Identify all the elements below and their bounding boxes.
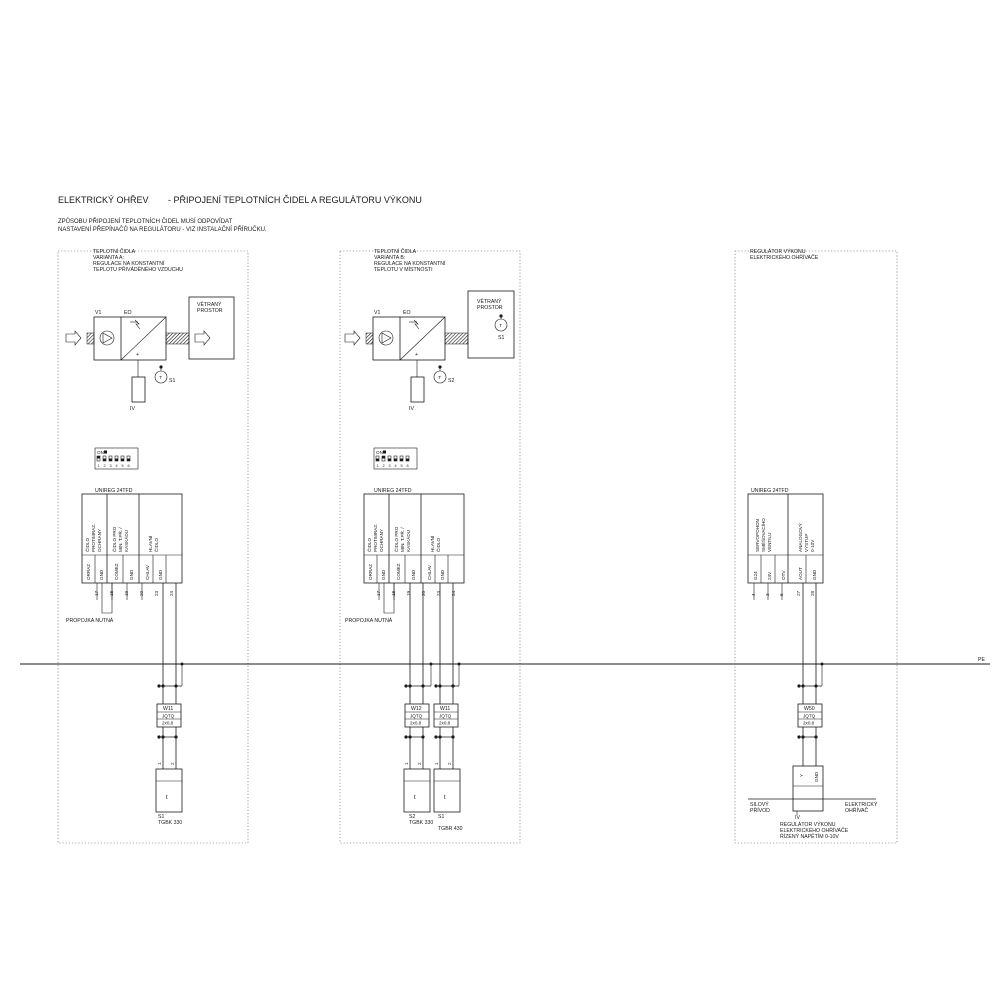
svg-text:JQTQ: JQTQ [803,713,816,719]
svg-text:ČIDLO: ČIDLO [85,537,90,552]
pe-label: PE [978,657,985,663]
air-inlet-arrow [345,331,360,345]
svg-text:GND: GND [158,569,163,580]
svg-text:2: 2 [447,762,452,765]
room-label-1: VĚTRANÝ [197,302,222,308]
svg-text:VÝSTUP: VÝSTUP [804,533,809,552]
svg-text:2: 2 [103,464,106,468]
svg-text:T: T [438,375,442,380]
svg-text:4: 4 [751,593,756,596]
svg-text:28: 28 [810,590,815,596]
fan-triangle [382,333,391,343]
svg-text:ELEKTRICKÝ: ELEKTRICKÝ [845,802,878,808]
svg-text:6: 6 [406,464,409,468]
svg-text:TGBK 330: TGBK 330 [409,820,434,826]
svg-text:27: 27 [796,590,801,596]
svg-text:ČIDLO: ČIDLO [436,537,441,552]
svg-text:18: 18 [109,590,114,596]
svg-text:CHLAV: CHLAV [427,565,432,580]
ahu-unit [373,317,445,360]
ahu-unit [94,317,166,360]
svg-text:TGBK 330: TGBK 330 [158,820,183,826]
section-c-column-texts [755,518,815,552]
bridge-label: PROPOJKA NUTNÁ [345,618,393,624]
fan-triangle [103,333,112,343]
svg-text:ORRAZ: ORRAZ [86,563,91,580]
section-a-title-1: TEPLOTNÍ ČIDLA [93,249,136,255]
svg-text:JQTQ: JQTQ [439,713,452,719]
svg-text:S1: S1 [158,814,165,820]
note-line-1: ZPŮSOBU PŘIPOJENÍ TEPLOTNÍCH ČIDEL MUSÍ ODPOVÍDAT [58,219,233,225]
room-sensor-label: S1 [498,335,505,341]
svg-text:ČIDLO: ČIDLO [154,537,159,552]
controller-label: UNIREG 24TFD [374,488,412,494]
svg-text:2x0,8: 2x0,8 [803,720,815,726]
svg-text:OHŘÍVAČ: OHŘÍVAČ [845,808,869,814]
room-label-2: PROSTOR [477,305,503,311]
section-c-terminals [751,590,815,596]
page-subtitle: - PŘIPOJENÍ TEPLOTNÍCH ČIDEL A REGULÁTORU VÝKONU [168,195,422,205]
iv-box [411,377,424,402]
heater-plus: + [136,352,140,358]
svg-text:PŘÍVOD: PŘÍVOD [750,808,770,814]
svg-text:REGULÁTOR VÝKONU: REGULÁTOR VÝKONU [780,822,836,828]
section-b-title-3: REGULACE NA KONSTANTNÍ [374,261,446,267]
svg-text:GND: GND [129,569,134,580]
svg-text:HLAVNÍ: HLAVNÍ [148,535,153,552]
heater-bolt-icon [414,320,419,329]
heater-label: EO [124,310,132,316]
svg-text:2x0,8: 2x0,8 [439,720,451,726]
section-a-title-3: REGULACE NA KONSTANTNÍ [93,261,165,267]
dip-on-marker [104,451,107,454]
section-b-terminals [376,590,456,596]
svg-text:6: 6 [127,464,130,468]
svg-text:ČIDLO PRO: ČIDLO PRO [112,526,117,552]
svg-text:6: 6 [779,593,784,596]
svg-text:AOUT: AOUT [798,567,803,580]
svg-text:2: 2 [382,464,385,468]
sensor-device-s2 [404,769,430,812]
svg-text:VENTILU: VENTILU [767,532,772,552]
svg-text:OCHRANY: OCHRANY [97,529,102,552]
sensor-label: S1 [169,378,176,384]
fan-label: V1 [95,310,102,316]
svg-text:20: 20 [139,590,144,596]
sensor-device-s1 [434,769,460,812]
heater-bolt-icon [135,320,140,329]
section-c-title-1: REGULÁTOR VÝKONU [750,249,806,255]
svg-text:ELEKTRICKÉHO OHŘÍVAČE: ELEKTRICKÉHO OHŘÍVAČE [780,828,849,834]
sensor-t-symbol: T [159,375,163,380]
svg-text:17: 17 [376,590,381,596]
svg-text:4: 4 [394,464,397,468]
section-b-title-4: TEPLOTU V MÍSTNOSTI [374,267,433,273]
svg-text:ČIDLO: ČIDLO [367,537,372,552]
iv-label: IV [409,406,414,412]
dip-numbers [377,464,409,468]
note-line-2: NASTAVENÍ PŘEPÍNAČŮ NA REGULÁTORU - VIZ INSTALAČNÍ PŘÍRUČKU. [58,227,267,233]
svg-text:GND: GND [812,569,817,580]
svg-text:18: 18 [391,590,396,596]
svg-text:PROTIMRAZ.: PROTIMRAZ. [91,523,96,552]
iv-box [132,377,145,402]
svg-text:5: 5 [400,464,403,468]
svg-text:1: 1 [434,762,439,765]
svg-text:3: 3 [388,464,391,468]
svg-text:3: 3 [109,464,112,468]
svg-text:G24: G24 [753,571,758,580]
svg-text:2: 2 [417,762,422,765]
svg-text:ŘÍZENÝ NAPĚTÍM 0-10V: ŘÍZENÝ NAPĚTÍM 0-10V [780,834,839,840]
svg-text:COMEZ: COMEZ [396,563,401,580]
svg-text:24V: 24V [767,571,772,580]
bridge-wire [102,583,112,613]
svg-text:SMĚŠOVACÍHO: SMĚŠOVACÍHO [761,518,766,552]
svg-text:JQTQ: JQTQ [162,713,175,719]
controller-label: UNIREG 24TFD [751,488,789,494]
heater-label: EO [403,310,411,316]
svg-text:SILOVÝ: SILOVÝ [750,802,769,808]
section-c-title-2: ELEKTRICKÉHO OHŘÍVAČE [750,255,819,261]
controller-label: UNIREG 24TFD [95,488,133,494]
svg-text:OTV: OTV [781,570,786,580]
section-c-signals [753,567,817,580]
section-a-signals [86,563,163,580]
section-a-title-4: TEPLOTU PŘIVÁDĚNÉHO VZDUCHU [93,267,183,273]
iv-label: IV [130,406,135,412]
svg-text:MIN. T.PŘ. /: MIN. T.PŘ. / [400,527,405,552]
room-label-2: PROSTOR [197,308,223,314]
svg-text:W12: W12 [411,706,422,712]
section-b-title-1: TEPLOTNÍ ČIDLA [374,249,417,255]
svg-text:T: T [499,323,503,328]
air-outlet-arrow [195,331,210,345]
svg-text:23: 23 [436,590,441,596]
svg-text:19: 19 [406,590,411,596]
svg-text:Y: Y [799,773,804,777]
dip-numbers [98,464,130,468]
svg-text:ANALOGOVÝ: ANALOGOVÝ [798,523,803,552]
svg-text:KASKÁDU: KASKÁDU [124,530,129,552]
sensor-device-s1 [156,769,182,812]
section-b-column-texts [366,524,441,552]
svg-text:19: 19 [124,590,129,596]
svg-text:JQTQ: JQTQ [410,713,423,719]
svg-text:3: 3 [765,593,770,596]
heater-diagonal [121,317,166,360]
svg-text:GND: GND [411,569,416,580]
room-label-1: VĚTRANÝ [477,299,502,305]
svg-text:1: 1 [376,464,379,468]
svg-text:20: 20 [421,590,426,596]
dip-toggles [97,456,130,461]
svg-text:OCHRANY: OCHRANY [379,529,384,552]
svg-text:KASKÁDU: KASKÁDU [406,530,411,552]
svg-text:TGBR 430: TGBR 430 [438,826,463,832]
section-a-terminals [94,590,174,596]
svg-text:17: 17 [94,590,99,596]
svg-text:HLAVNÍ: HLAVNÍ [430,535,435,552]
section-a [66,248,234,826]
bridge-label: PROPOJKA NUTNÁ [66,618,114,624]
svg-text:23: 23 [154,590,159,596]
svg-text:2x0,8: 2x0,8 [162,720,174,726]
svg-text:t: t [414,795,416,801]
svg-text:GND: GND [99,569,104,580]
section-b [345,248,514,832]
svg-text:MIN. T.PŘ. /: MIN. T.PŘ. / [118,527,123,552]
svg-text:COMEZ: COMEZ [114,563,119,580]
section-b-title-2: VARIANTA B: [374,255,406,261]
svg-text:+: + [415,352,419,358]
svg-text:GND: GND [381,569,386,580]
section-a-column-texts [84,524,159,552]
svg-text:W11: W11 [440,706,451,712]
svg-text:S2: S2 [409,814,416,820]
inlet-duct [366,333,373,344]
svg-text:GND: GND [440,569,445,580]
outlet-duct [445,333,468,344]
svg-text:24: 24 [451,590,456,596]
svg-text:2x0,8: 2x0,8 [410,720,422,726]
svg-text:5: 5 [121,464,124,468]
inlet-duct [87,333,94,344]
section-b-signals [368,563,445,580]
page-title: ELEKTRICKÝ OHŘEV [58,195,149,205]
svg-text:4: 4 [115,464,118,468]
svg-text:CHLAV: CHLAV [145,565,150,580]
svg-text:2: 2 [170,762,175,765]
svg-text:GND: GND [814,771,819,782]
bridge-wire [384,583,394,613]
air-inlet-arrow [66,331,81,345]
fan-label: V1 [374,310,381,316]
svg-text:ČIDLO PRO: ČIDLO PRO [394,526,399,552]
svg-text:t: t [166,795,168,801]
svg-text:ORRAZ: ORRAZ [368,563,373,580]
svg-text:ON: ON [376,450,383,455]
svg-text:1: 1 [97,464,100,468]
svg-text:S1: S1 [438,814,445,820]
svg-text:W50: W50 [804,706,815,712]
svg-text:PROTIMRAZ.: PROTIMRAZ. [373,523,378,552]
svg-text:1: 1 [157,762,162,765]
dip-on-label: ON [97,450,104,455]
dip-toggles [376,456,409,461]
duct-sensor-label: S2 [448,378,455,384]
svg-text:IV: IV [795,815,800,821]
svg-text:24: 24 [169,590,174,596]
section-a-title-2: VARIANTA A: [93,255,124,261]
svg-text:SERVOPOHON: SERVOPOHON [755,519,760,552]
outlet-duct [166,333,189,344]
section-c [748,248,878,840]
svg-text:W11: W11 [163,706,174,712]
svg-text:1: 1 [404,762,409,765]
svg-text:0-10V: 0-10V [810,539,815,552]
svg-text:t: t [444,795,446,801]
